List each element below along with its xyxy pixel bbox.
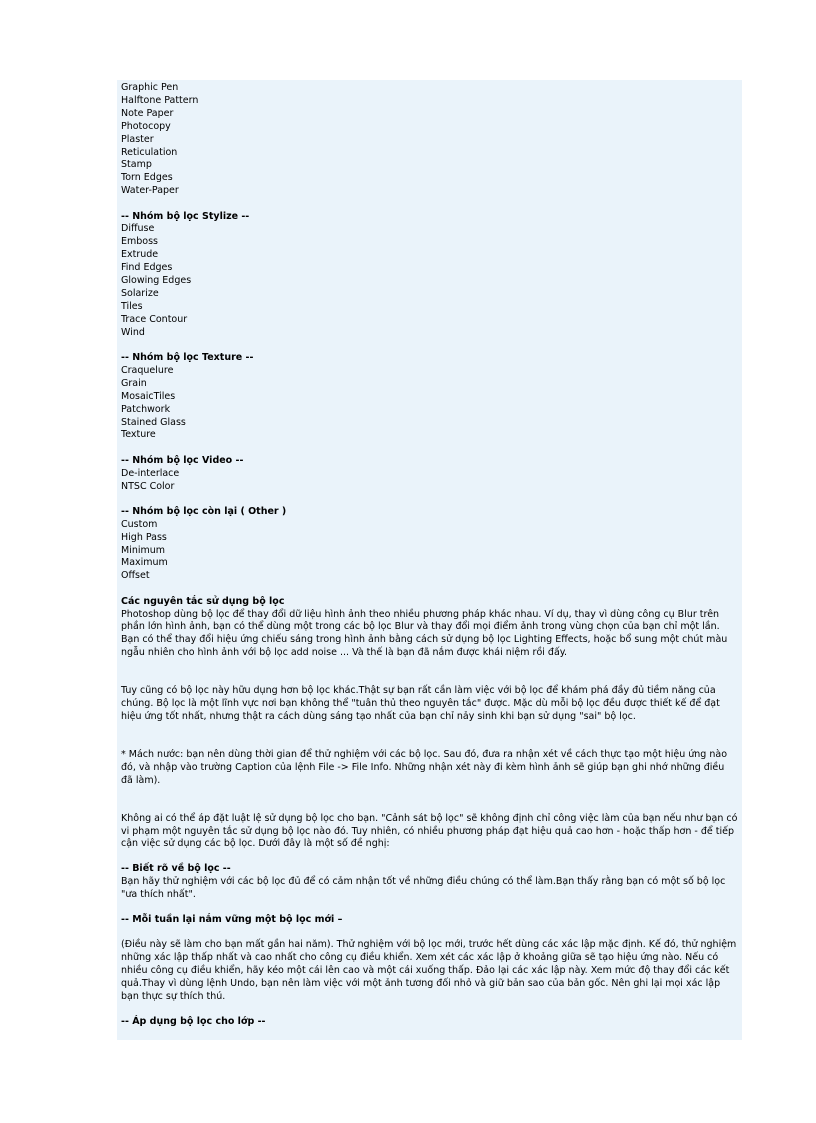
list-item: MosaicTiles (121, 390, 176, 402)
list-item: Trace Contour (121, 313, 188, 325)
list-item: Find Edges (121, 262, 173, 274)
document-body (121, 82, 739, 1028)
list-item: Craquelure (121, 364, 174, 376)
list-item: Water-Paper (121, 185, 179, 197)
texture-filter-group (121, 352, 739, 442)
list-item: High Pass (121, 531, 167, 543)
list-item: Reticulation (121, 146, 178, 158)
list-item: Glowing Edges (121, 275, 192, 287)
list-item: Emboss (121, 236, 158, 248)
tip-paragraph: * Mách nước: bạn nên dùng thời gian để thử nghiệm với các bộ lọc. Sau đó, đưa ra nhận xét về cách thực tạo một hiệu ứng nào đó, và nhập vào trường Caption của lệnh File -> File Info. Những nhận xét này đi kèm hình ảnh sẽ giúp bạn ghi nhớ những điều đã làm). (121, 748, 728, 786)
paragraph: Tuy cũng có bộ lọc này hữu dụng hơn bộ lọc khác.Thật sự bạn rất cần làm việc với bộ lọc để khám phá đầy đủ tiềm năng của chúng. Bộ lọc là một lĩnh vực nơi bạn không thể "tuân thủ theo nguyên tắc" được. Mặc dù mỗi bộ lọc đều được thiết kế để đạt hiệu ứng tốt nhất, nhưng thật ra cách dùng sáng tạo nhất của bạn chỉ nảy sinh khi bạn sử dụng "sai" bộ lọc. (121, 685, 720, 723)
list-item: Grain (121, 377, 147, 389)
paragraph: Không ai có thể áp đặt luật lệ sử dụng bộ lọc cho bạn. "Cảnh sát bộ lọc" sẽ không định chỉ công việc làm của bạn nếu như bạn có vi phạm một nguyên tắc sử dụng bộ lọc nào đó. Tuy nhiên, có nhiều phương pháp đạt hiệu quả cao hơn - hoặc thấp hơn - để tiếp cận việc sử dụng các bộ lọc. Dưới đây là một số đề nghị: (121, 812, 738, 850)
list-item: Halftone Pattern (121, 94, 199, 106)
list-item: Graphic Pen (121, 82, 179, 93)
list-item: Torn Edges (121, 172, 173, 184)
list-item: Plaster (121, 133, 154, 145)
video-filter-group (121, 455, 739, 494)
group-heading: -- Nhóm bộ lọc còn lại ( Other ) (121, 505, 287, 517)
list-item: Tiles (121, 300, 143, 312)
list-item: Diffuse (121, 223, 155, 235)
list-item: Offset (121, 570, 150, 582)
list-item: De-interlace (121, 467, 180, 479)
list-item: Wind (121, 326, 145, 338)
stylize-filter-group (121, 211, 739, 340)
list-item: Note Paper (121, 107, 174, 119)
list-item: Custom (121, 518, 158, 530)
list-item: Patchwork (121, 403, 171, 415)
list-item: Maximum (121, 557, 168, 569)
know-filters-heading: -- Biết rõ về bộ lọc -- (121, 863, 231, 875)
paragraph: Photoshop dùng bộ lọc để thay đổi dữ liệu hình ảnh theo nhiều phương pháp khác nhau. Ví dụ, thay vì dùng công cụ Blur trên phần lớn hình ảnh, bạn có thể dùng một trong các bộ lọc Blur và thay đổi mọi điểm ảnh trong vùng chọn của bạn chỉ một lần. Bạn có thể thay đổi hiệu ứng chiếu sáng trong hình ảnh bằng cách sử dụng bộ lọc Lighting Effects, hoặc bổ sung một chút màu ngẫu nhiên cho hình ảnh với bộ lọc add noise ... Và thế là bạn đã nắm được khái niệm rồi đấy. (121, 608, 728, 659)
group-heading: -- Nhóm bộ lọc Texture -- (121, 352, 254, 363)
list-item: Stained Glass (121, 416, 186, 428)
list-item: Minimum (121, 544, 166, 556)
paragraph: (Điều này sẽ làm cho bạn mất gần hai năm). Thử nghiệm với bộ lọc mới, trước hết dùng các xác lập mặc định. Kế đó, thử nghiệm những xác lập thấp nhất và cao nhất cho công cụ điều khiển. Xem xét các xác lập ở khoảng giữa sẽ tạo hiệu ứng nào. Nếu có nhiều công cụ điều khiển, hãy kéo một cái lên cao và một cái xuống thấp. Đảo lại các xác lập này. Xem mức độ thay đổi các kết quả.Thay vì dùng lệnh Undo, bạn nên làm việc với một ảnh tương đối nhỏ và giữ bản sao của bản gốc. Nên ghi lại mọi xác lập bạn thực sự thích thú. (121, 938, 737, 1002)
paragraph: Bạn hãy thử nghiệm với các bộ lọc đủ để có cảm nhận tốt về những điều chúng có thể làm.Bạn thấy rằng bạn có một số bộ lọc "ưa thích nhất". (121, 876, 726, 901)
list-item: NTSC Color (121, 480, 175, 492)
list-item: Photocopy (121, 120, 171, 132)
list-item: Texture (121, 429, 156, 441)
weekly-filter-heading: -- Mỗi tuần lại nắm vững một bộ lọc mới – (121, 914, 343, 926)
group-heading: -- Nhóm bộ lọc Stylize -- (121, 210, 250, 222)
list-item: Solarize (121, 287, 159, 299)
other-filter-group (121, 506, 739, 583)
list-item: Stamp (121, 159, 152, 171)
list-item: Extrude (121, 249, 159, 261)
group-heading: -- Nhóm bộ lọc Video -- (121, 454, 244, 466)
layer-filter-heading: -- Áp dụng bộ lọc cho lớp -- (121, 1015, 266, 1027)
sketch-filter-list (121, 82, 739, 198)
principles-heading: Các nguyên tắc sử dụng bộ lọc (121, 595, 285, 607)
